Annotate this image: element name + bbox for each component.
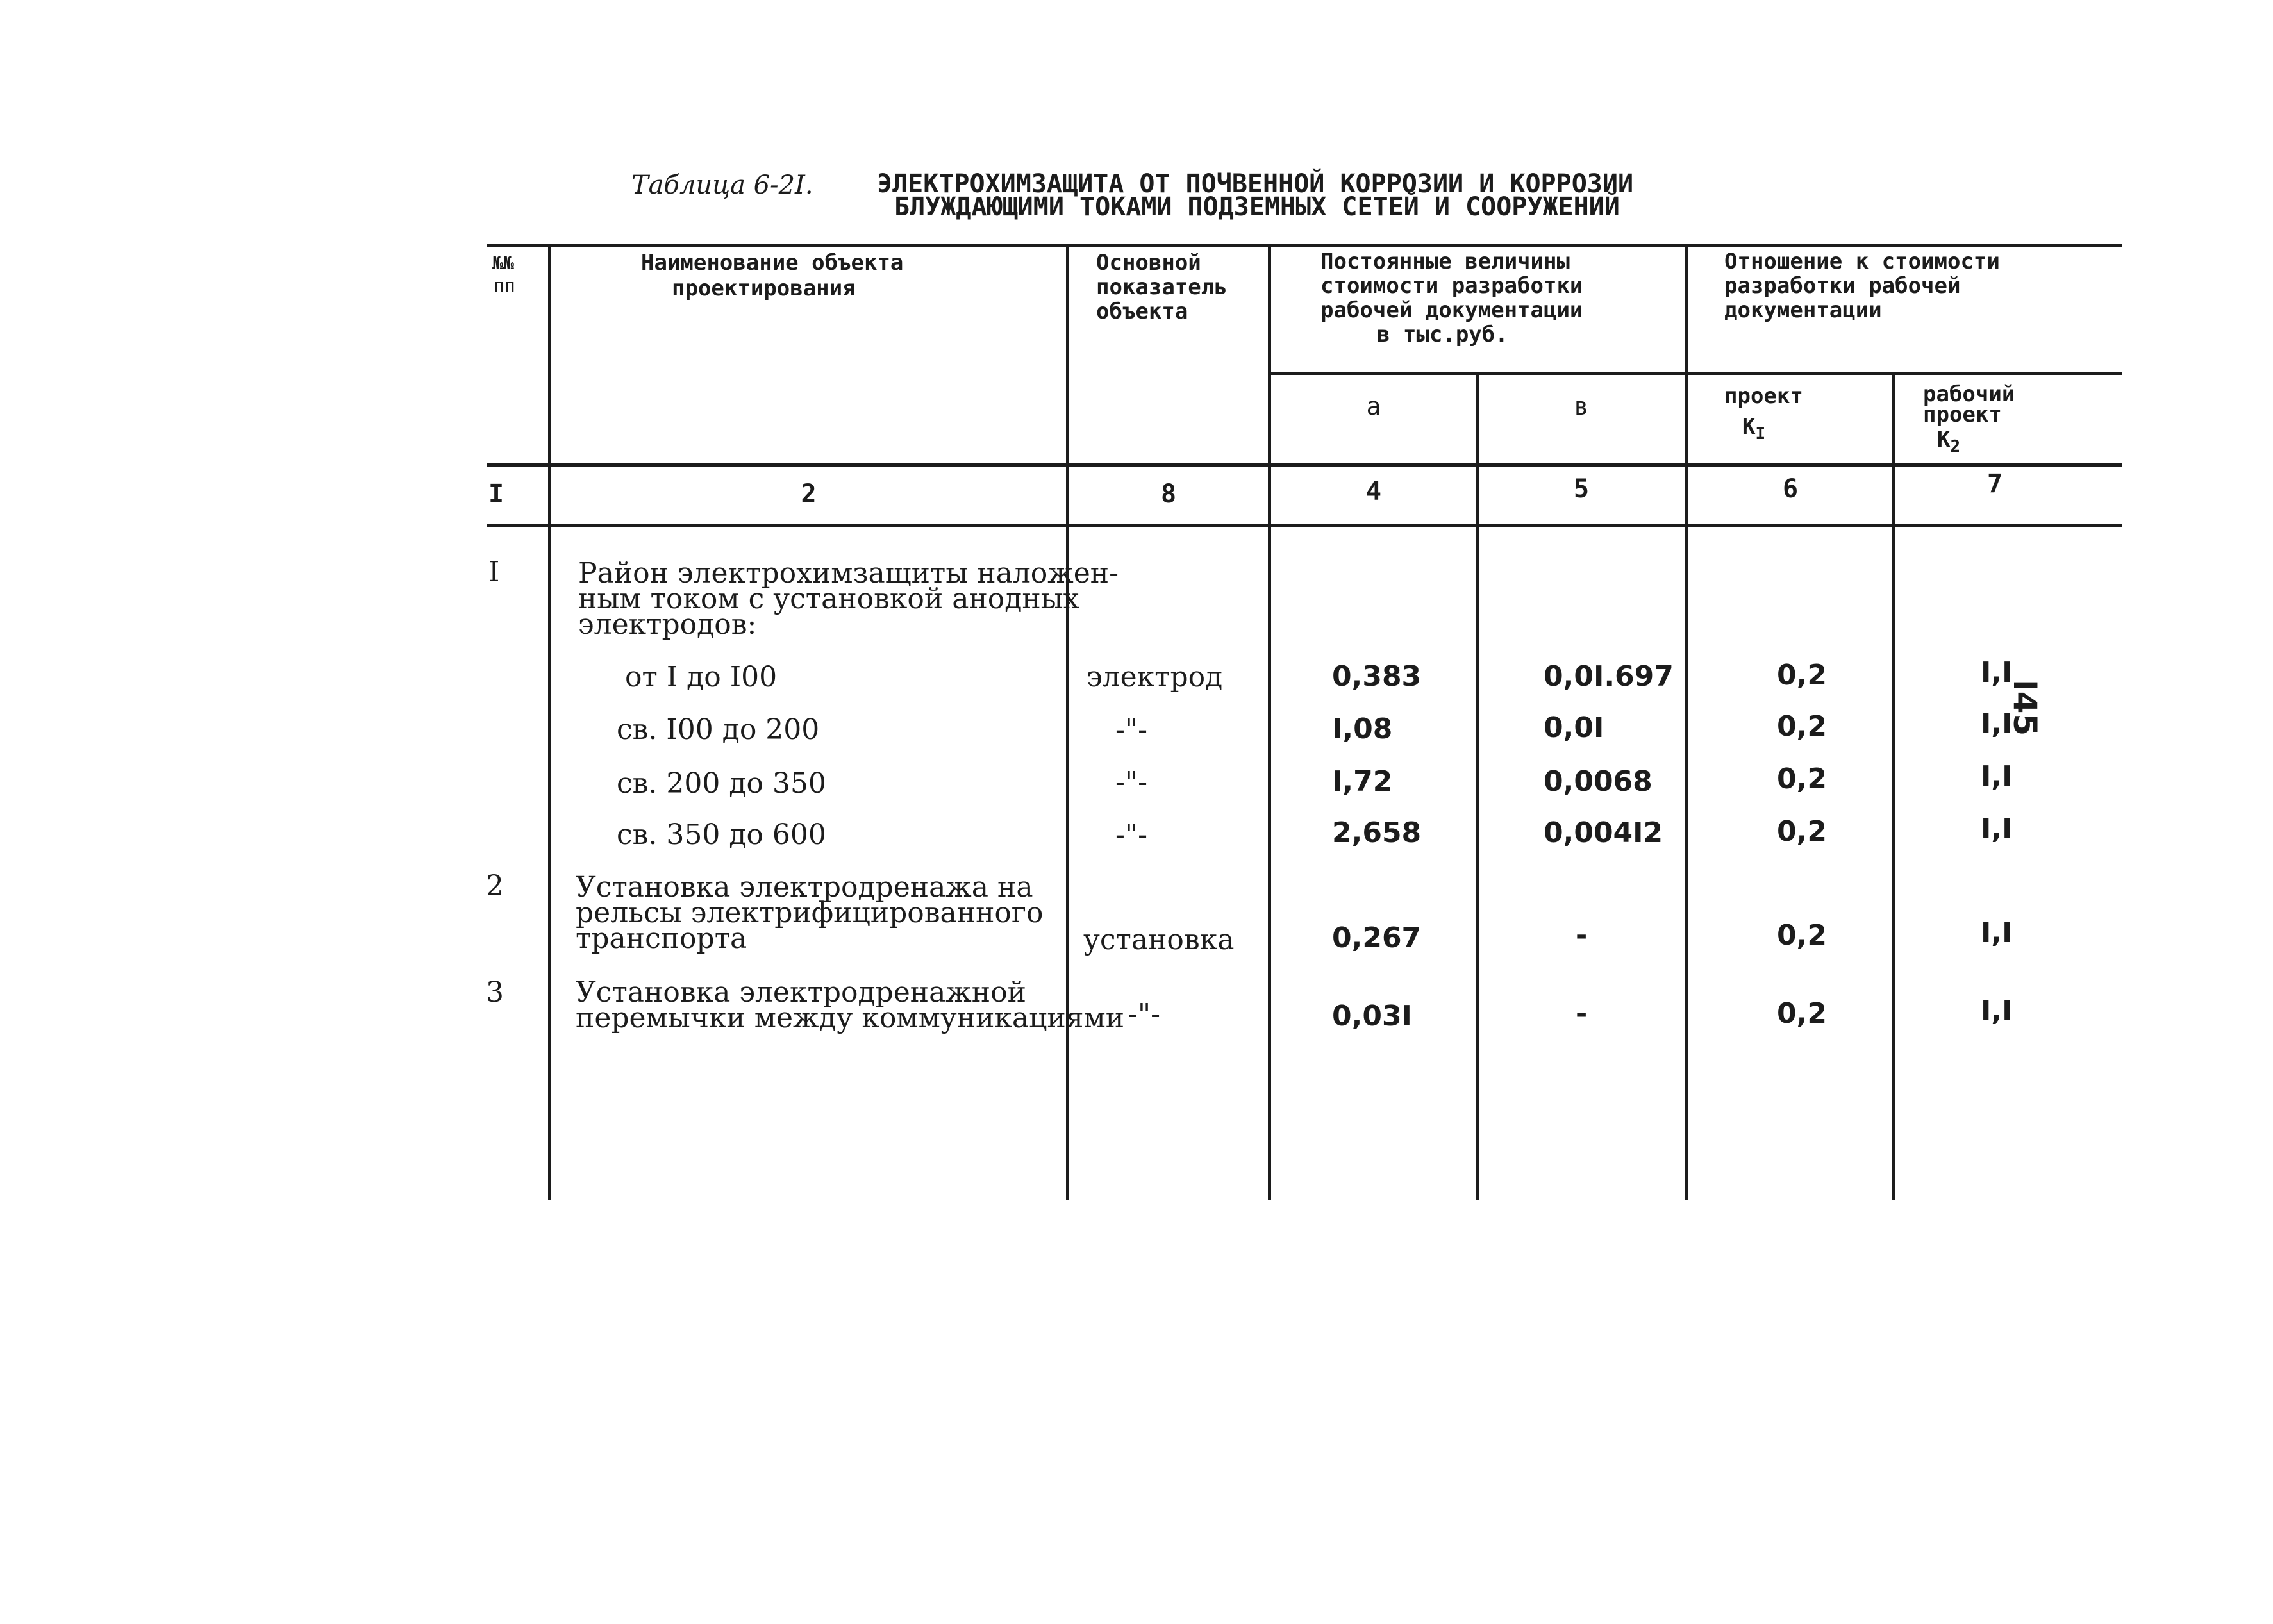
row1c-indicator: -"- (1115, 766, 1147, 799)
row3-number: 3 (486, 976, 504, 1009)
header-working-project-line2: проект (1923, 402, 2002, 427)
page-number: I45 (2006, 679, 2044, 736)
table-title-line2: БЛУЖДАЮЩИМИ ТОКАМИ ПОДЗЕМНЫХ СЕТЕЙ И СООРУЖЕНИЙ (894, 192, 1620, 222)
row2-k1: 0,2 (1777, 919, 1827, 952)
vline-2 (1066, 245, 1069, 1200)
row3-k1: 0,2 (1777, 997, 1827, 1030)
header-name-line1: Наименование объекта (641, 250, 904, 276)
row2-name-line2: рельсы электрифицированного (576, 897, 1044, 929)
row1-name-line1: Район электрохимзащиты наложен- (578, 557, 1119, 590)
column-number-3: 8 (1160, 479, 1177, 509)
table-label: Таблица 6-2I. (631, 170, 813, 200)
vline-3 (1268, 245, 1271, 1200)
row1a-k1: 0,2 (1777, 659, 1827, 692)
header-b: в (1574, 392, 1589, 420)
row1-name-line2: ным током с установкой анодных (578, 583, 1079, 615)
row1d-name: св. 350 до 600 (617, 818, 826, 851)
row1a-name: от I до I00 (625, 661, 778, 693)
row3-b: - (1576, 997, 1588, 1030)
row2-b: - (1576, 919, 1588, 952)
header-working-project-line1: рабочий (1923, 381, 2015, 407)
column-number-2: 2 (801, 479, 817, 509)
header-k1: $К_I$ (1742, 414, 1766, 443)
row3-indicator: -"- (1128, 998, 1160, 1031)
row3-name-line1: Установка электродренажной (576, 976, 1026, 1009)
header-const-line4: в тыс.руб. (1377, 322, 1508, 347)
row1d-k1: 0,2 (1777, 815, 1827, 848)
row2-number: 2 (486, 870, 504, 902)
row1b-b: 0,0I (1544, 711, 1604, 744)
row1c-b: 0,0068 (1544, 765, 1653, 798)
row1c-k2: I,I (1981, 760, 2013, 793)
row1-name-line3: электродов: (578, 608, 757, 641)
row1a-k2: I,I (1981, 656, 2013, 689)
hline-numbers-bottom (487, 524, 2122, 527)
header-ratio-line1: Отношение к стоимости (1724, 249, 2000, 274)
header-k2: $К_2$ (1937, 427, 1961, 456)
hline-subheader (1269, 372, 2122, 375)
header-const-line3: рабочей документации (1320, 297, 1583, 323)
row1d-a: 2,658 (1332, 816, 1422, 849)
hline-header-bottom (487, 463, 2122, 467)
header-ratio-line3: документации (1724, 297, 1882, 323)
header-indicator-line3: объекта (1096, 299, 1188, 324)
row1c-name: св. 200 до 350 (617, 767, 826, 800)
column-number-1: I (488, 479, 504, 509)
column-number-4: 4 (1365, 477, 1382, 506)
row2-name-line3: транспорта (576, 922, 747, 955)
row1b-name: св. I00 до 200 (617, 713, 820, 746)
row2-name-line1: Установка электродренажа на (576, 871, 1033, 904)
row3-k2: I,I (1981, 995, 2013, 1027)
header-no-line2: пп (494, 275, 515, 296)
header-const-line1: Постоянные величины (1320, 249, 1570, 274)
column-number-7: 7 (1986, 469, 2003, 499)
row3-name-line2: перемычки между коммуникациями (576, 1002, 1125, 1034)
row1a-indicator: электрод (1087, 661, 1223, 693)
header-no-line1: №№ (492, 253, 514, 274)
row1-number: I (488, 556, 500, 588)
row1c-a: I,72 (1332, 765, 1393, 798)
header-ratio-line2: разработки рабочей (1724, 273, 1961, 299)
row3-a: 0,03I (1332, 1000, 1412, 1032)
vline-1 (548, 245, 551, 1200)
row1d-k2: I,I (1981, 813, 2013, 845)
table-title-line1: ЭЛЕКТРОХИМЗАЩИТА ОТ ПОЧВЕННОЙ КОРРОЗИИ И КОРРОЗИИ (877, 169, 1634, 199)
row1c-k1: 0,2 (1777, 763, 1827, 795)
row1b-k2: I,I (1981, 708, 2013, 740)
row1b-a: I,08 (1332, 713, 1393, 745)
column-number-6: 6 (1782, 474, 1799, 504)
row2-a: 0,267 (1332, 922, 1422, 954)
hline-top (487, 244, 2122, 247)
row1a-a: 0,383 (1332, 660, 1422, 693)
header-indicator-line2: показатель (1096, 274, 1228, 300)
header-const-line2: стоимости разработки (1320, 273, 1583, 299)
row1b-indicator: -"- (1115, 713, 1147, 746)
row1d-b: 0,004I2 (1544, 816, 1663, 849)
column-number-5: 5 (1573, 474, 1590, 504)
header-indicator-line1: Основной (1096, 250, 1201, 276)
header-a: а (1366, 392, 1381, 420)
row1b-k1: 0,2 (1777, 710, 1827, 743)
row2-indicator: установка (1083, 924, 1235, 956)
header-name-line2: проектирования (672, 276, 856, 301)
row2-k2: I,I (1981, 916, 2013, 949)
header-project: проект (1724, 383, 1803, 409)
row1d-indicator: -"- (1115, 818, 1147, 851)
row1a-b: 0,0I.697 (1544, 660, 1674, 693)
vline-5 (1685, 245, 1688, 1200)
